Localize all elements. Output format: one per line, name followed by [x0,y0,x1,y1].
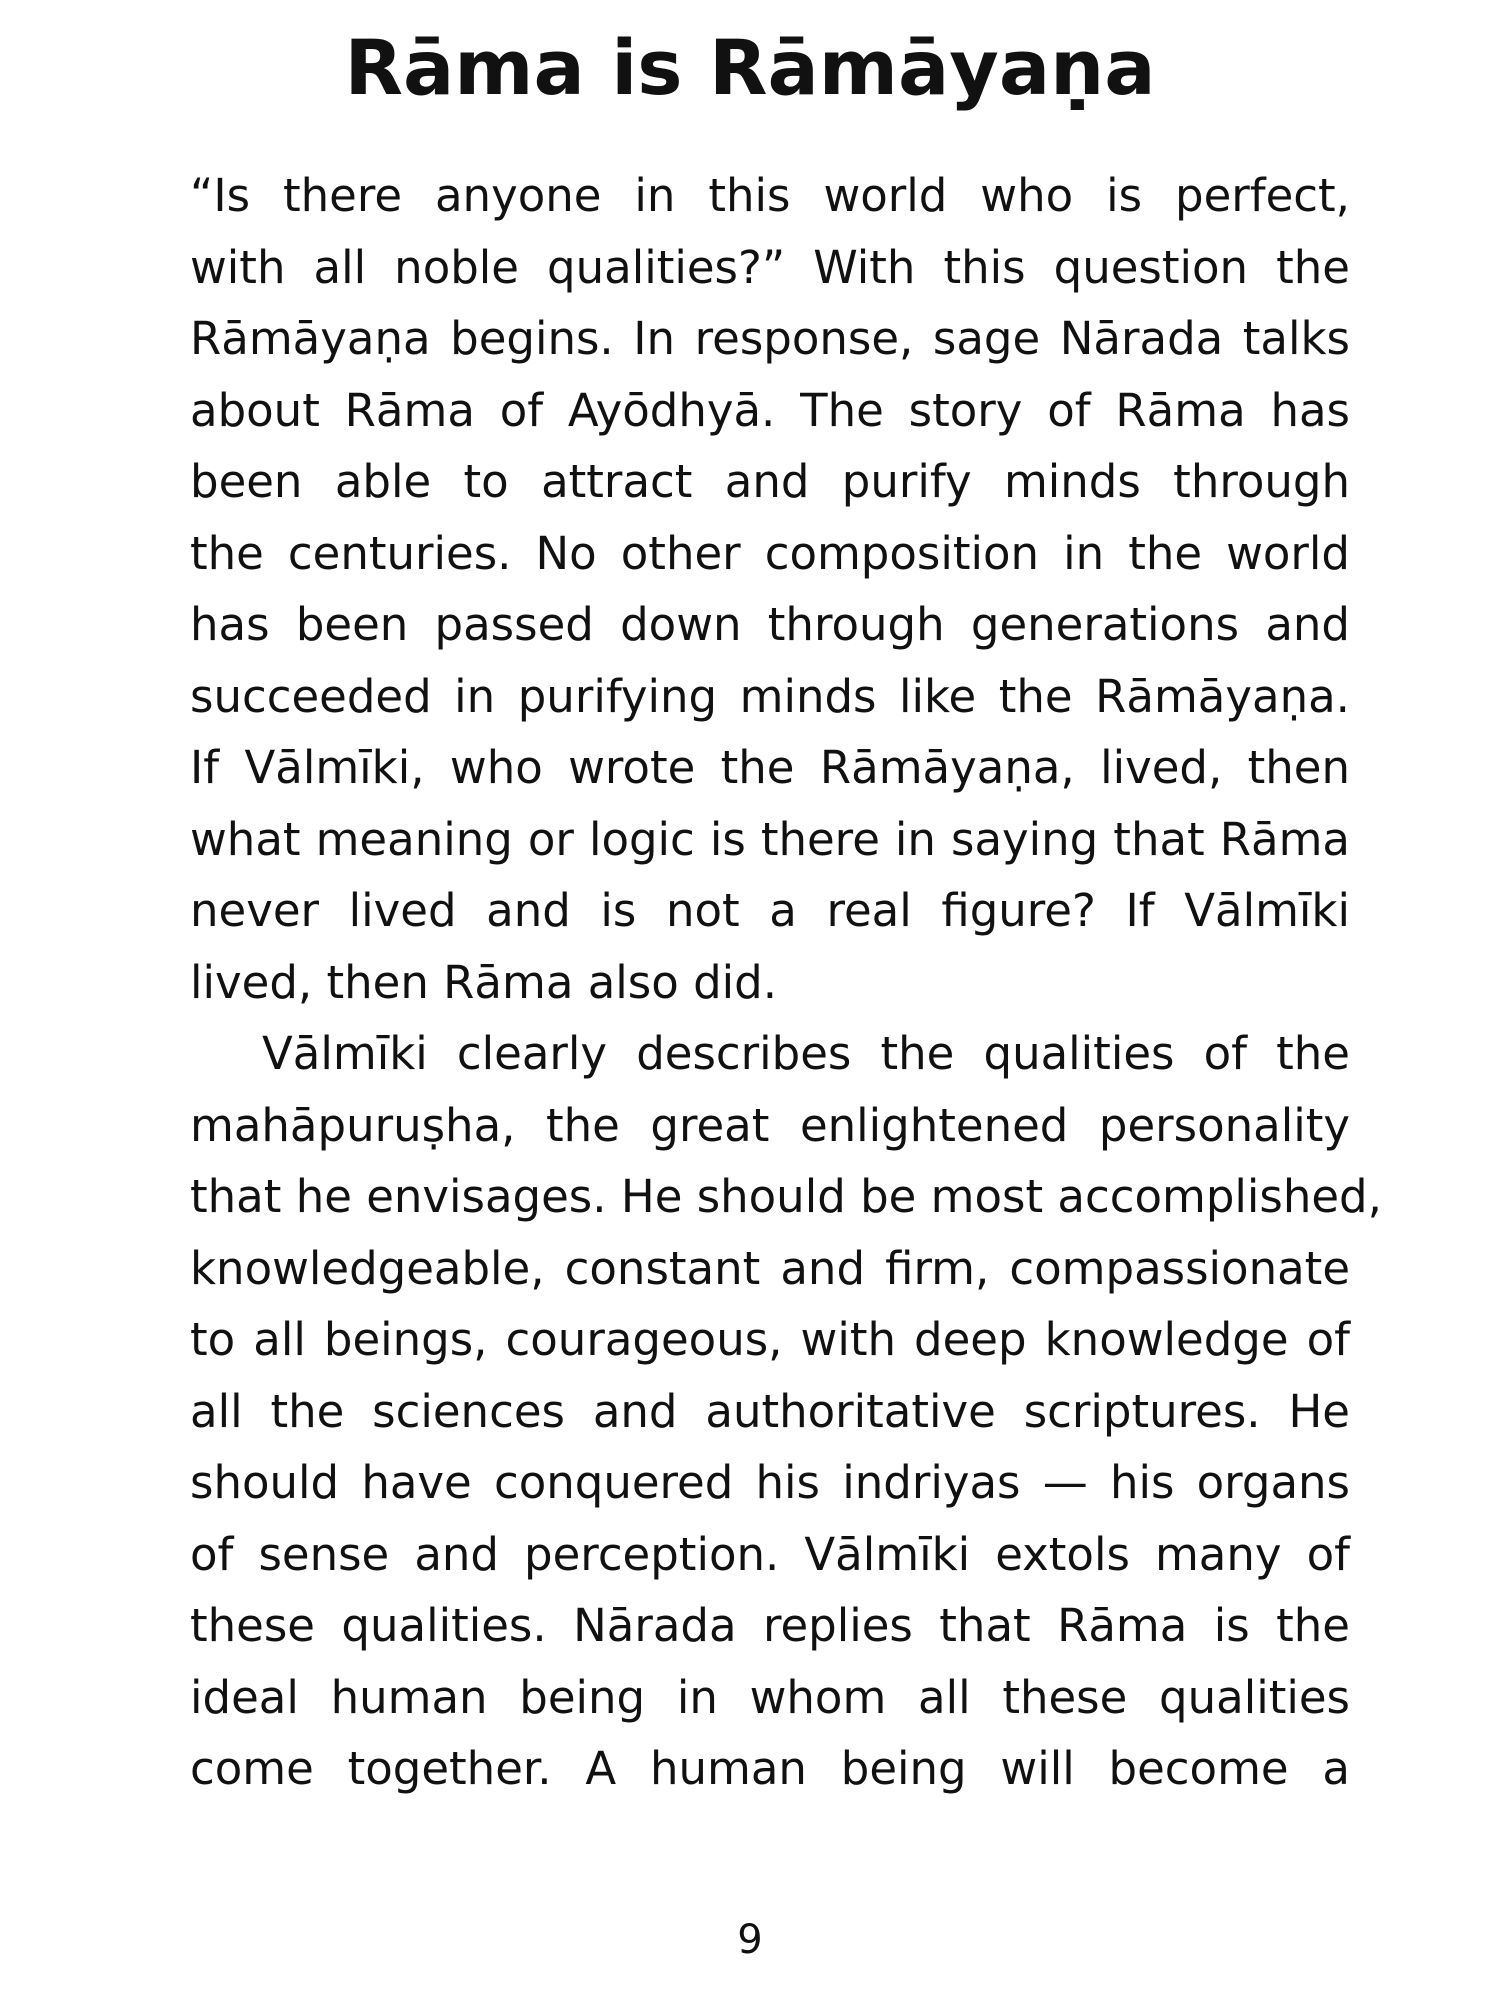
text-line: If Vālmīki, who wrote the Rāmāyaṇa, lived, then [190,741,1350,794]
body-text [190,160,1382,1805]
text-line: come together. A human being will become a [190,1742,1350,1795]
text-line: has been passed down through generations and [190,598,1350,651]
text-line: Rāmāyaṇa begins. In response, sage Nārada talks [190,312,1350,365]
text-line: that he envisages. He should be most accomplished, [190,1170,1382,1223]
text-line: Vālmīki clearly describes the qualities of the [262,1027,1350,1080]
text-line: the centuries. No other composition in the world [190,526,1350,580]
text-line: about Rāma of Ayōdhyā. The story of Rāma has [190,383,1350,437]
text-line: with all noble qualities?” With this question the [190,240,1350,294]
text-line: to all beings, courageous, with deep knowledge of [190,1313,1350,1366]
text-line: mahāpuruṣha, the great enlightened personality [190,1098,1350,1152]
text-line: been able to attract and purify minds through [190,455,1350,508]
text-line: ideal human being in whom all these qualities [190,1670,1350,1724]
paragraph-1 [190,160,1350,1018]
text-line: should have conquered his indriyas — his organs [190,1456,1350,1509]
text-line: what meaning or logic is there in saying that Rāma [190,812,1350,866]
text-line: never lived and is not a real figure? If Vālmīki [190,884,1350,937]
chapter-title: Rāma is Rāmāyaṇa [344,23,1156,112]
text-line: all the sciences and authoritative scriptures. He [190,1384,1350,1438]
text-line: knowledgeable, constant and firm, compassionate [190,1241,1350,1295]
text-line: “Is there anyone in this world who is perfect, [190,169,1350,222]
page-number: 9 [737,1917,763,1963]
text-line: succeeded in purifying minds like the Rāmāyaṇa. [190,669,1350,723]
text-line: lived, then Rāma also did. [190,955,778,1009]
paragraph-2 [190,1018,1382,1805]
text-line: these qualities. Nārada replies that Rāma is the [190,1599,1350,1652]
text-line: of sense and perception. Vālmīki extols many of [190,1527,1350,1581]
